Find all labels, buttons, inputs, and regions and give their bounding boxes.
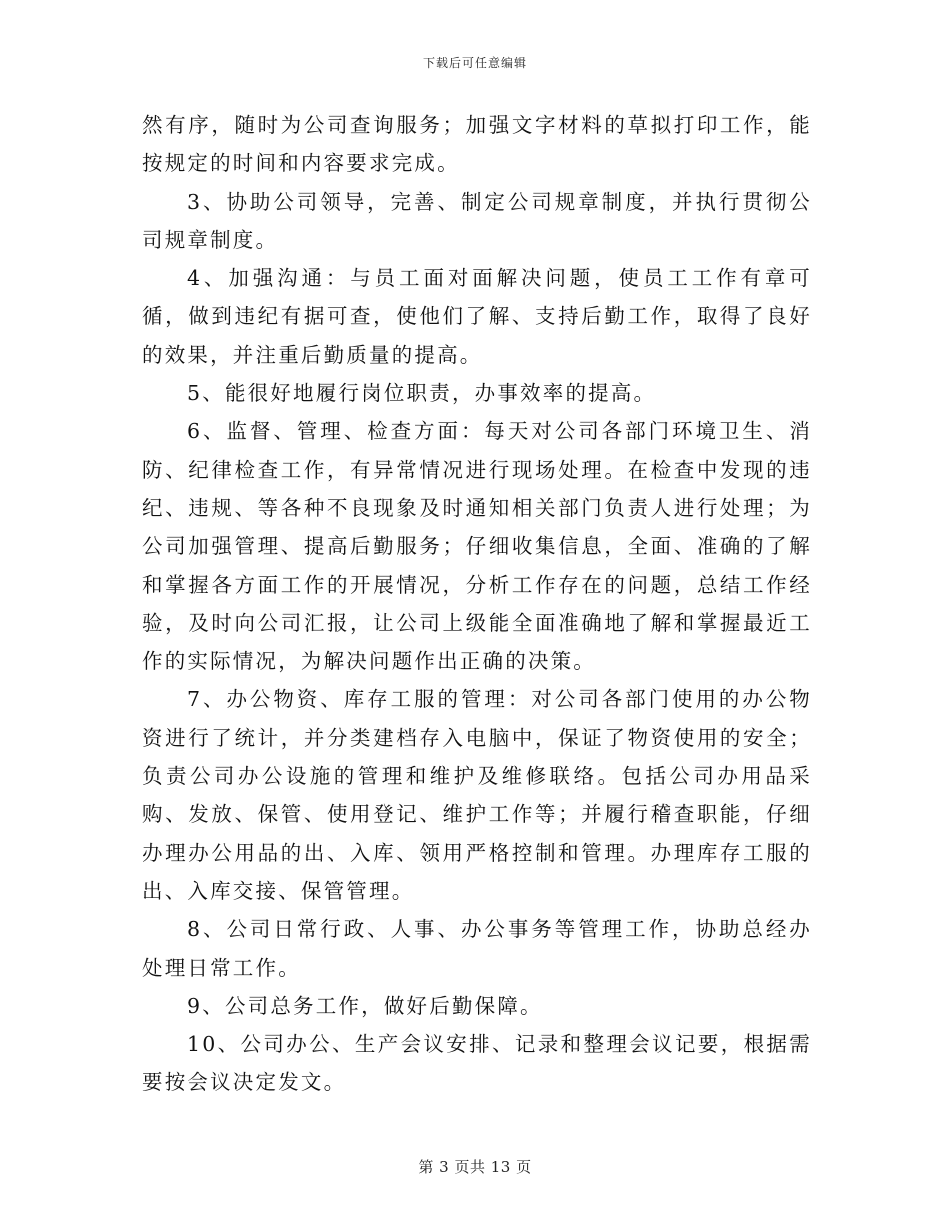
paragraph-item-6: 6、监督、管理、检查方面：每天对公司各部门环境卫生、消防、纪律检查工作，有异常情况进行现场处理。在检查中发现的违纪、违规、等各种不良现象及时通知相关部门负责人进行处理；为公司加强管理、提高后勤服务；仔细收集信息，全面、准确的了解和掌握各方面工作的开展情况，分析工作存在的问题，总结工作经验，及时向公司汇报，让公司上级能全面准确地了解和掌握最近工作的实际情况，为解决问题作出正确的决策。 <box>142 419 812 674</box>
paragraph-item-4: 4、加强沟通：与员工面对面解决问题，使员工工作有章可循，做到违纪有据可查，使他们了解、支持后勤工作，取得了良好的效果，并注重后勤质量的提高。 <box>142 266 812 367</box>
paragraph-item-9: 9、公司总务工作，做好后勤保障。 <box>187 993 543 1018</box>
document-body <box>142 106 812 1102</box>
paragraph-item-3: 3、协助公司领导，完善、制定公司规章制度，并执行贯彻公司规章制度。 <box>142 189 812 252</box>
paragraph-item-7: 7、办公物资、库存工服的管理：对公司各部门使用的办公物资进行了统计，并分类建档存入电脑中，保证了物资使用的安全；负责公司办公设施的管理和维护及维修联络。包括公司办用品采购、发放、保管、使用登记、维护工作等；并履行稽查职能，仔细办理办公用品的出、入库、领用严格控制和管理。办理库存工服的出、入库交接、保管管理。 <box>142 687 812 903</box>
paragraph-item-10: 10、公司办公、生产会议安排、记录和整理会议记要，根据需要按会议决定发文。 <box>142 1032 812 1095</box>
paragraph-item-8: 8、公司日常行政、人事、办公事务等管理工作，协助总经办处理日常工作。 <box>142 917 812 980</box>
page-footer: 第 3 页共 13 页 <box>418 1158 532 1176</box>
paragraph-item-5: 5、能很好地履行岗位职责，办事效率的提高。 <box>187 381 657 406</box>
page-header: 下载后可任意编辑 <box>422 56 527 70</box>
paragraph-continuation: 然有序，随时为公司查询服务；加强文字材料的草拟打印工作，能按规定的时间和内容要求完成。 <box>142 113 812 176</box>
